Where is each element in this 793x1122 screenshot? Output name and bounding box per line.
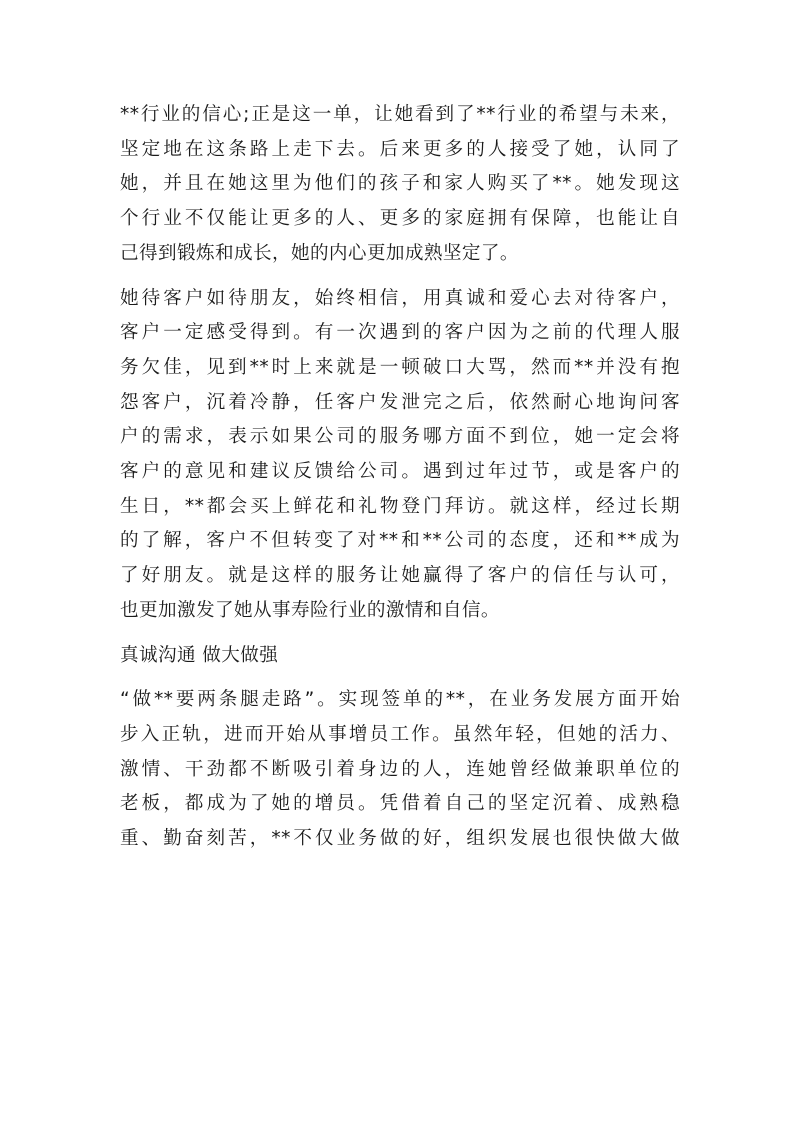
text-line: 坚定地在这条路上走下去。后来更多的人接受了她，认同了 [120,138,680,160]
text-line: 客户的意见和建议反馈给公司。遇到过年过节，或是客户的 [120,461,680,483]
text-line: 务欠佳，见到**时上来就是一顿破口大骂，然而**并没有抱 [120,356,680,378]
paragraph-customer-service [120,282,680,629]
text-line: **行业的信心;正是这一单，让她看到了**行业的希望与未来， [120,104,680,125]
text-line: 己得到锻炼和成长，她的内心更加成熟坚定了。 [120,242,519,264]
text-line: 重、勤奋刻苦，**不仅业务做的好，组织发展也很快做大做 [120,828,680,850]
text-line: 户的需求，表示如果公司的服务哪方面不到位，她一定会将 [120,426,680,448]
text-line: 步入正轨，进而开始从事增员工作。虽然年轻，但她的活力、 [120,723,680,745]
document-body [120,98,680,867]
section-heading: 真诚沟通 做大做强 [120,644,279,666]
text-line: 老板，都成为了她的增员。凭借着自己的坚定沉着、成熟稳 [120,793,680,815]
text-line: 了好朋友。就是这样的服务让她赢得了客户的信任与认可， [120,565,680,587]
text-line: 生日，**都会买上鲜花和礼物登门拜访。就这样，经过长期 [120,495,680,517]
text-line: 她，并且在她这里为他们的孩子和家人购买了**。她发现这 [120,173,680,195]
text-line: “做**要两条腿走路”。实现签单的**，在业务发展方面开始 [120,689,680,711]
text-line: 激情、干劲都不断吸引着身边的人，连她曾经做兼职单位的 [120,758,680,780]
text-line: 客户一定感受得到。有一次遇到的客户因为之前的代理人服 [120,322,680,344]
text-line: 个行业不仅能让更多的人、更多的家庭拥有保障，也能让自 [120,208,680,230]
text-line: 的了解，客户不但转变了对**和**公司的态度，还和**成为 [120,530,680,552]
paragraph-confidence [120,98,680,272]
text-line: 她待客户如待朋友，始终相信，用真诚和爱心去对待客户， [120,287,680,309]
paragraph-growth [120,683,680,857]
text-line: 怨客户，沉着冷静，任客户发泄完之后，依然耐心地询问客 [120,391,680,413]
text-line: 也更加激发了她从事寿险行业的激情和自信。 [120,599,500,621]
